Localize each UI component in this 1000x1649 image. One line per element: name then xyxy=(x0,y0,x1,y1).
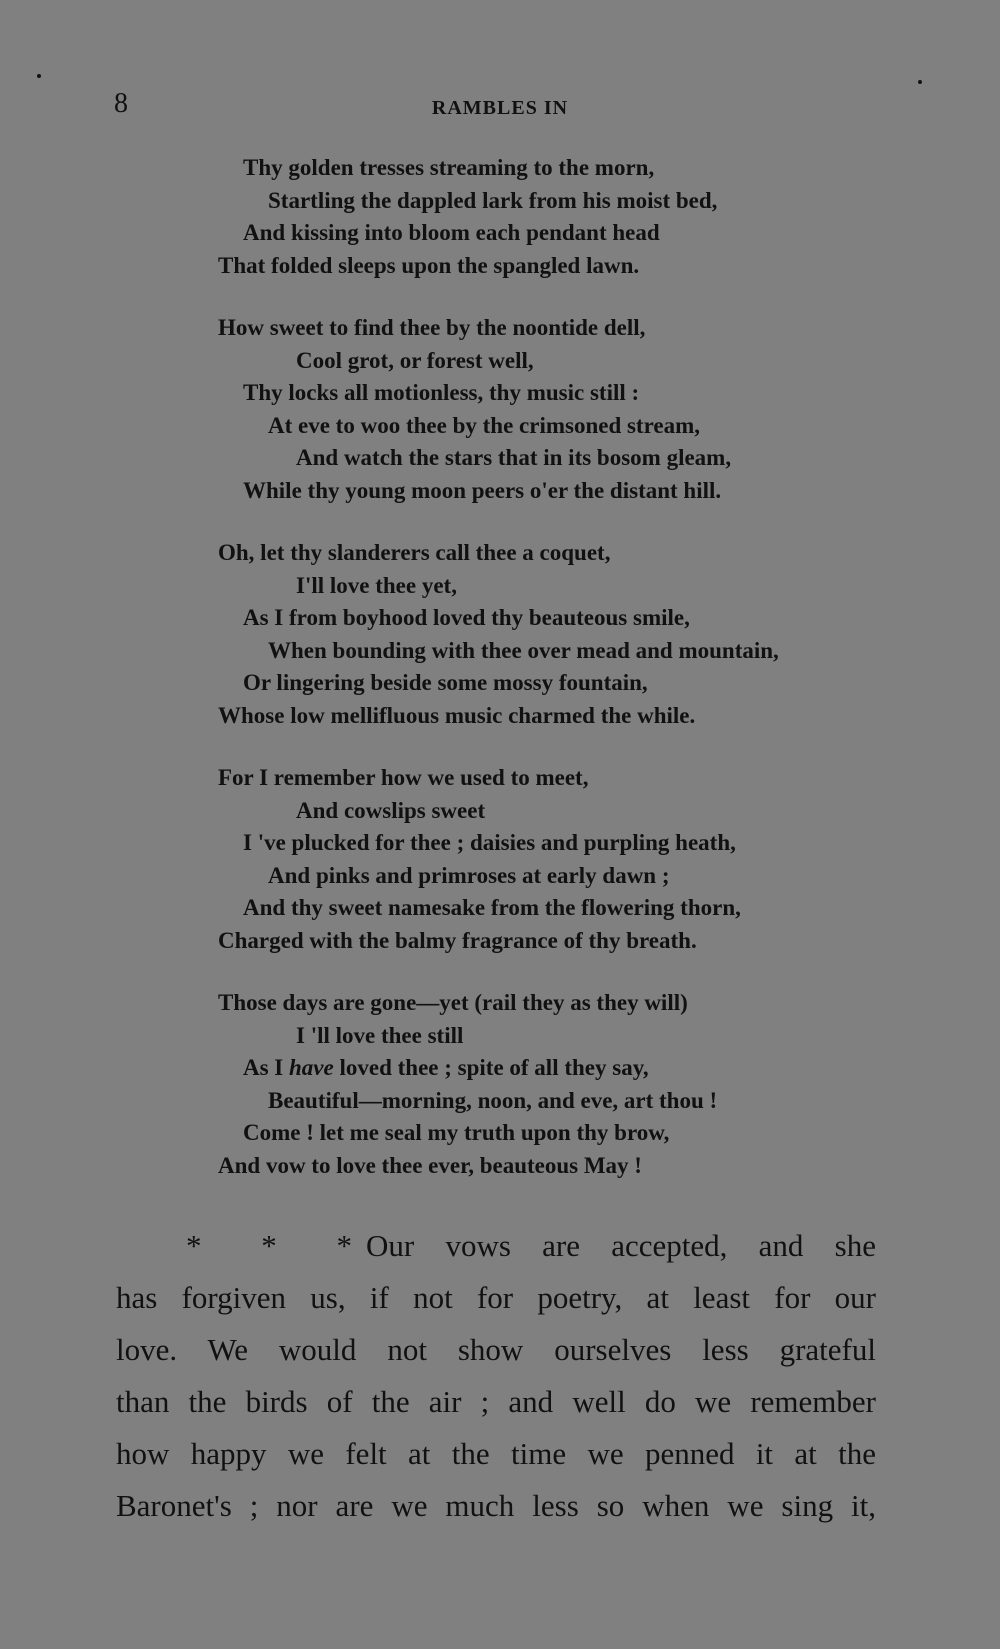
poem-line: That folded sleeps upon the spangled lawn. xyxy=(218,252,640,278)
prose-line: love. We would not show ourselves less grateful xyxy=(116,1332,876,1367)
poem xyxy=(218,152,918,1212)
poem-line: I'll love thee yet, xyxy=(296,572,457,598)
poem-line: And vow to love thee ever, beauteous May ! xyxy=(218,1152,642,1178)
poem-stanza xyxy=(218,152,918,282)
poem-line: Charged with the balmy fragrance of thy breath. xyxy=(218,927,697,953)
page-speck xyxy=(37,74,41,78)
poem-line: As I from boyhood loved thy beauteous smile, xyxy=(243,605,690,630)
poem-stanza xyxy=(218,312,918,507)
poem-line: As I have loved thee ; spite of all they say, xyxy=(243,1055,649,1080)
poem-stanza xyxy=(218,537,918,732)
poem-line: I 'll love thee still xyxy=(296,1022,464,1048)
poem-line: Whose low mellifluous music charmed the while. xyxy=(218,702,696,728)
prose-line: than the birds of the air ; and well do we remember xyxy=(116,1384,876,1419)
poem-line: Thy locks all motionless, thy music still : xyxy=(243,380,640,405)
prose-paragraph xyxy=(116,1220,876,1532)
poem-stanza xyxy=(218,987,918,1182)
poem-line: For I remember how we used to meet, xyxy=(218,765,589,790)
poem-line: At eve to woo thee by the crimsoned stream, xyxy=(268,412,701,438)
prose-line-text: Our vows are accepted, and she xyxy=(366,1228,876,1263)
poem-line: While thy young moon peers o'er the distant hill. xyxy=(243,477,722,503)
prose-line: Baronet's ; nor are we much less so when we sing it, xyxy=(116,1488,876,1523)
poem-line: How sweet to find thee by the noontide dell, xyxy=(218,315,646,340)
poem-stanza xyxy=(218,762,918,957)
poem-line: And kissing into bloom each pendant head xyxy=(243,220,660,245)
prose-line: how happy we felt at the time we penned it at the xyxy=(116,1436,876,1471)
page-number: 8 xyxy=(114,88,128,119)
poem-line: And thy sweet namesake from the flowering thorn, xyxy=(243,895,741,920)
emphasis-word: have xyxy=(289,1055,334,1080)
asterism-separator: * * * xyxy=(186,1228,352,1263)
prose-line xyxy=(116,1220,876,1272)
poem-line: And pinks and primroses at early dawn ; xyxy=(268,862,670,888)
poem-line: Beautiful—morning, noon, and eve, art thou ! xyxy=(268,1087,718,1113)
poem-line: And watch the stars that in its bosom gleam, xyxy=(296,445,732,470)
poem-line: And cowslips sweet xyxy=(296,797,486,823)
poem-line: Startling the dappled lark from his moist bed, xyxy=(268,187,718,213)
poem-line: Oh, let thy slanderers call thee a coquet, xyxy=(218,540,611,565)
poem-line: Thy golden tresses streaming to the morn, xyxy=(243,155,655,180)
poem-line: When bounding with thee over mead and mountain, xyxy=(268,637,779,663)
poem-line: I 've plucked for thee ; daisies and purpling heath, xyxy=(243,830,736,855)
poem-line: Those days are gone—yet (rail they as they will) xyxy=(218,990,688,1015)
poem-line: Or lingering beside some mossy fountain, xyxy=(243,670,648,695)
poem-line: Come ! let me seal my truth upon thy brow, xyxy=(243,1120,670,1145)
prose-line: has forgiven us, if not for poetry, at least for our xyxy=(116,1280,876,1315)
page-speck xyxy=(918,80,922,84)
running-head: RAMBLES IN xyxy=(431,97,569,119)
poem-line: Cool grot, or forest well, xyxy=(296,347,534,373)
